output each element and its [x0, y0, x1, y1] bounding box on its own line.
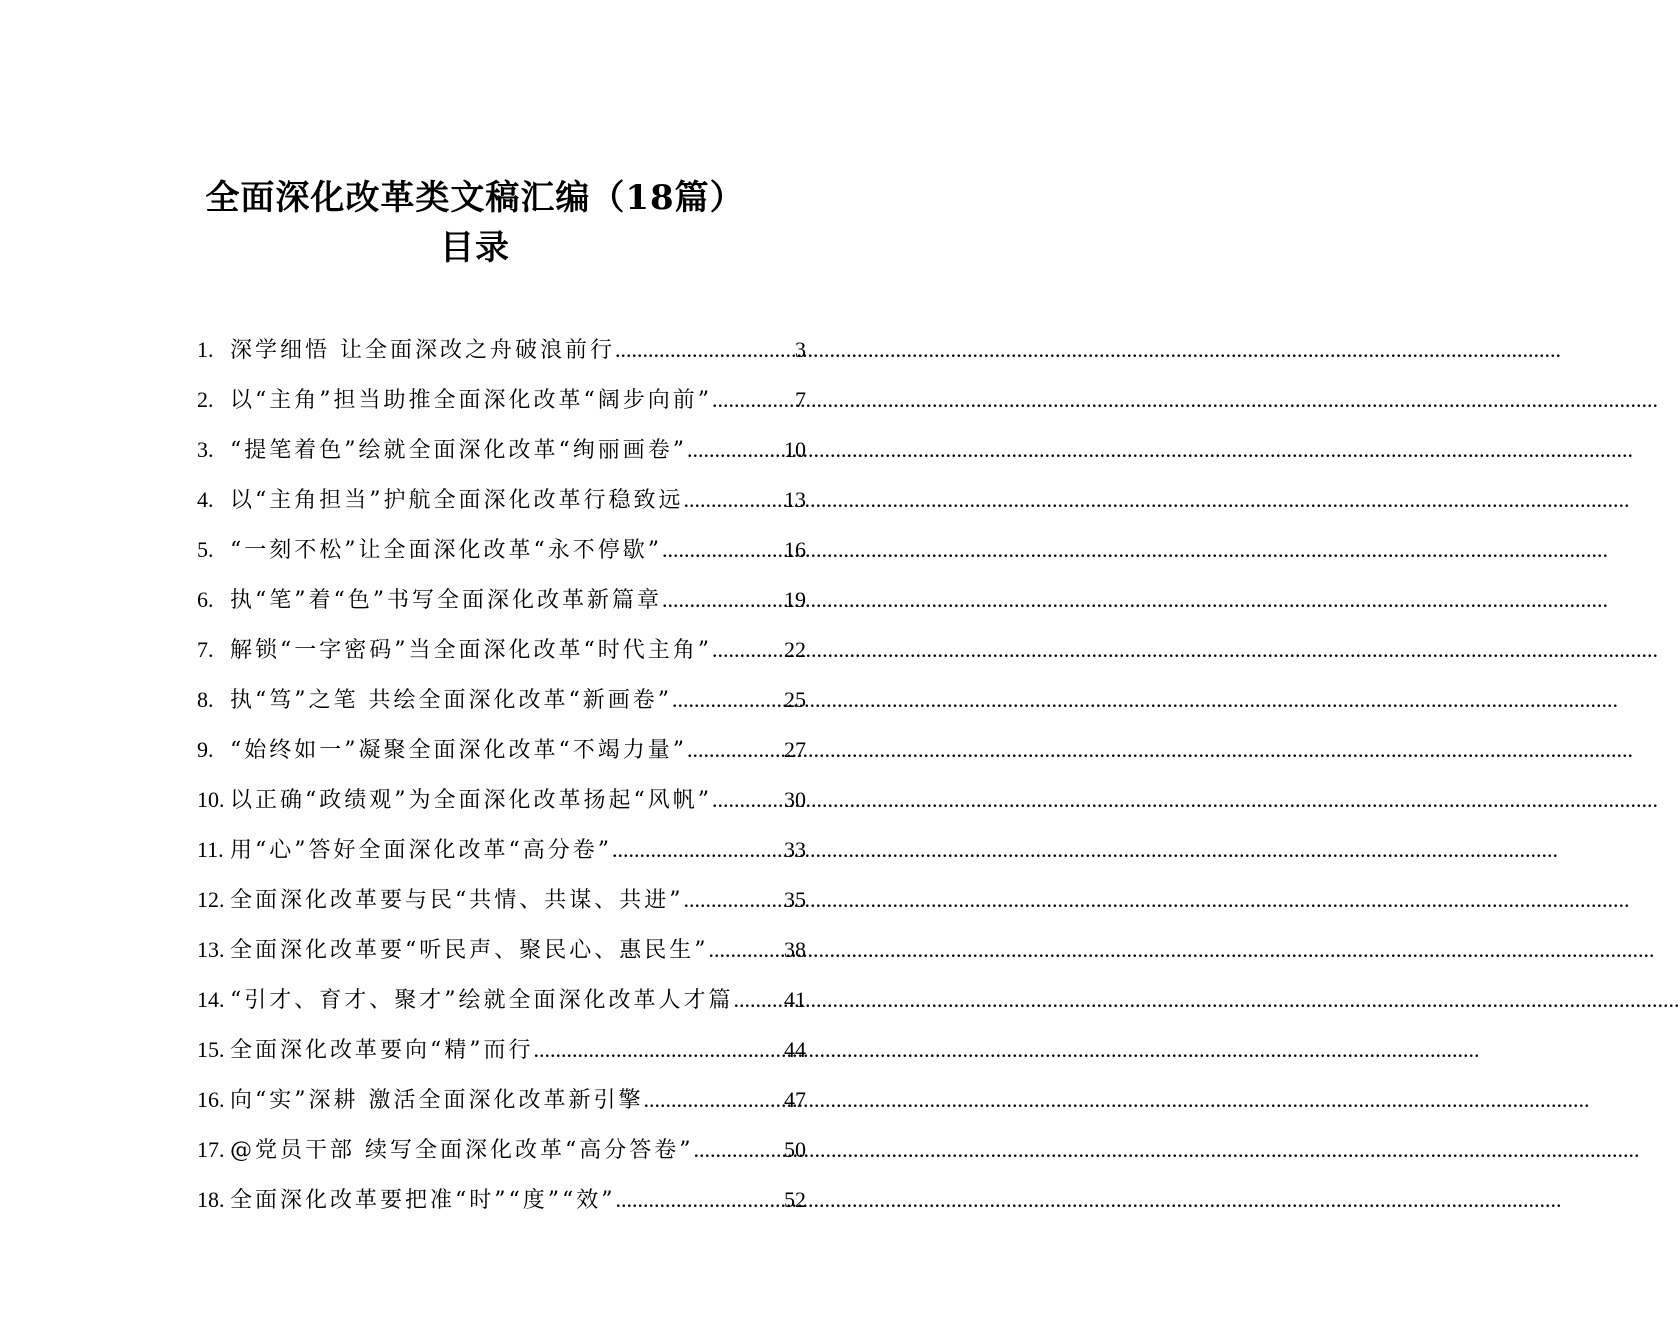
toc-leader-dots	[615, 330, 795, 370]
toc-entry-14[interactable]	[197, 980, 806, 1030]
toc-leader-dots	[709, 930, 785, 970]
toc-entry-title: @党员干部 续写全面深化改革“高分答卷”	[230, 1138, 694, 1163]
toc-entry-number: 15.	[197, 1037, 225, 1062]
toc-entry-number: 12.	[197, 887, 225, 912]
toc-entry-title: 深学细悟 让全面深改之舟破浪前行	[230, 338, 615, 363]
toc-entry-page: 41	[784, 987, 806, 1012]
toc-leader-dots	[684, 880, 785, 920]
toc-entry-6[interactable]	[197, 580, 806, 630]
toc-entry-number: 11.	[197, 837, 224, 862]
document-title: 全面深化改革类文稿汇编（18篇）	[205, 178, 745, 218]
toc-entry-number: 4.	[197, 487, 214, 512]
toc-entry-page: 30	[784, 787, 806, 812]
toc-entry-17[interactable]	[197, 1130, 806, 1180]
toc-entry-16[interactable]	[197, 1080, 806, 1130]
toc-entry-4[interactable]	[197, 480, 806, 530]
toc-leader-dots	[694, 1130, 785, 1170]
toc-leader-dots	[712, 630, 784, 670]
toc-entry-title: 全面深化改革要“听民声、聚民心、惠民生”	[230, 938, 709, 963]
toc-entry-7[interactable]	[197, 630, 806, 680]
toc-entry-page: 27	[784, 737, 806, 762]
toc-leader-dots	[687, 430, 784, 470]
toc-leader-dots	[662, 580, 784, 620]
toc-leader-dots	[672, 680, 784, 720]
toc-entry-12[interactable]	[197, 880, 806, 930]
toc-entry-title: “一刻不松”让全面深化改革“永不停歇”	[230, 538, 662, 563]
toc-entry-number: 7.	[197, 637, 214, 662]
toc-entry-page: 7	[795, 387, 806, 412]
toc-entry-3[interactable]	[197, 430, 806, 480]
toc-entry-18[interactable]	[197, 1180, 806, 1230]
toc-leader-dots	[612, 830, 784, 870]
toc-leader-dots	[534, 1030, 785, 1070]
toc-entry-title: 以“主角担当”护航全面深化改革行稳致远	[230, 488, 684, 513]
toc-entry-page: 50	[784, 1137, 806, 1162]
toc-heading: 目录	[440, 228, 510, 268]
toc-leader-dots	[712, 380, 795, 420]
toc-entry-page: 13	[784, 487, 806, 512]
toc-entry-number: 3.	[197, 437, 214, 462]
toc-entry-title: 执“笔”着“色”书写全面深化改革新篇章	[230, 588, 662, 613]
toc-entry-page: 38	[784, 937, 806, 962]
toc-entry-number: 14.	[197, 987, 225, 1012]
toc-entry-number: 9.	[197, 737, 214, 762]
toc-leader-dots	[687, 730, 784, 770]
toc-leader-dots	[684, 480, 785, 520]
toc-entry-number: 5.	[197, 537, 214, 562]
toc-entry-number: 1.	[197, 337, 214, 362]
toc-entry-9[interactable]	[197, 730, 806, 780]
toc-entry-page: 44	[784, 1037, 806, 1062]
toc-entry-number: 17.	[197, 1137, 225, 1162]
toc-entry-title: “引才、育才、聚才”绘就全面深化改革人才篇	[230, 988, 734, 1013]
toc-entry-1[interactable]	[197, 330, 806, 380]
toc-entry-title: 用“心”答好全面深化改革“高分卷”	[230, 838, 612, 863]
toc-leader-dots	[712, 780, 784, 820]
toc-entry-page: 47	[784, 1087, 806, 1112]
toc-entry-title: 解锁“一字密码”当全面深化改革“时代主角”	[230, 638, 712, 663]
toc-entry-title: 全面深化改革要与民“共情、共谋、共进”	[230, 888, 684, 913]
toc-entry-13[interactable]	[197, 930, 806, 980]
toc-entry-number: 18.	[197, 1187, 225, 1212]
toc-entry-page: 35	[784, 887, 806, 912]
toc-leader-dots	[662, 530, 784, 570]
toc-entry-page: 3	[795, 337, 806, 362]
toc-entry-11[interactable]	[197, 830, 806, 880]
toc-entry-title: 执“笃”之笔 共绘全面深化改革“新画卷”	[230, 688, 672, 713]
toc-entry-page: 25	[784, 687, 806, 712]
toc-entry-title: “提笔着色”绘就全面深化改革“绚丽画卷”	[230, 438, 687, 463]
toc-entry-10[interactable]	[197, 780, 806, 830]
toc-entry-8[interactable]	[197, 680, 806, 730]
toc-entry-page: 16	[784, 537, 806, 562]
toc-entry-title: 以“主角”担当助推全面深化改革“阔步向前”	[230, 388, 712, 413]
toc-entry-15[interactable]	[197, 1030, 806, 1080]
toc-entry-page: 22	[784, 637, 806, 662]
toc-entry-number: 2.	[197, 387, 214, 412]
toc-entry-number: 6.	[197, 587, 214, 612]
toc-entry-title: 全面深化改革要向“精”而行	[230, 1038, 534, 1063]
toc-entry-page: 33	[784, 837, 806, 862]
toc-entry-title: 以正确“政绩观”为全面深化改革扬起“风帆”	[230, 788, 712, 813]
toc-entry-2[interactable]	[197, 380, 806, 430]
toc-entry-number: 13.	[197, 937, 225, 962]
toc-leader-dots	[734, 980, 785, 1020]
toc-entry-number: 10.	[197, 787, 225, 812]
toc-entry-5[interactable]	[197, 530, 806, 580]
toc-entry-number: 16.	[197, 1087, 225, 1112]
toc-leader-dots	[644, 1080, 785, 1120]
toc-entry-page: 10	[784, 437, 806, 462]
toc-entry-title: “始终如一”凝聚全面深化改革“不竭力量”	[230, 738, 687, 763]
toc-entry-page: 19	[784, 587, 806, 612]
toc-leader-dots	[615, 1180, 784, 1220]
toc-entry-title: 向“实”深耕 激活全面深化改革新引擎	[230, 1088, 644, 1113]
toc-entry-title: 全面深化改革要把准“时”“度”“效”	[230, 1188, 616, 1213]
table-of-contents	[197, 330, 806, 1230]
toc-entry-number: 8.	[197, 687, 214, 712]
toc-entry-page: 52	[784, 1187, 806, 1212]
